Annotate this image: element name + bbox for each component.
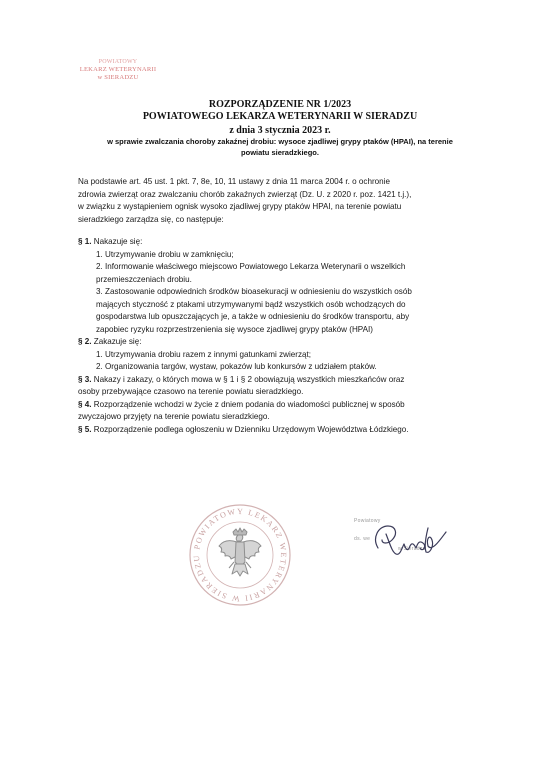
- intro-paragraph: [78, 176, 478, 226]
- title-line2: POWIATOWEGO LEKARZA WETERYNARII W SIERADZU: [142, 111, 418, 123]
- section-1-heading: [78, 236, 478, 249]
- section-1-item-1: [78, 249, 478, 262]
- seal-ring-textpath: POWIATOWY LEKARZ WETERYNARII W SIERADZU: [191, 506, 289, 604]
- section-4-line2: zwyczajowo przyjęty na terenie powiatu sieradzkiego.: [78, 412, 270, 421]
- title-line3: z dnia 3 stycznia 2023 r.: [229, 124, 331, 136]
- section-3-line2: osoby przebywające czasowo na terenie powiatu sieradzkiego.: [78, 387, 304, 396]
- subject-line1: w sprawie zwalczania choroby zakaźnej drobiu: wysoce zjadliwej grypy ptaków (HPAI), na terenie: [107, 137, 453, 146]
- section-2-item-2: [78, 361, 478, 374]
- intro-line: sieradzkiego zarządza się, co następuje:: [78, 214, 224, 224]
- signature-label-mid: ds. we: [354, 536, 371, 542]
- section-4-mark: § 4.: [78, 399, 92, 409]
- section-5-text: Rozporządzenie podlega ogłoszeniu w Dzienniku Urzędowym Województwa Łódzkiego.: [91, 424, 409, 434]
- signature-label-bottom: w Sieradzu: [398, 546, 426, 552]
- title-line1: ROZPORZĄDZENIE NR 1/2023: [208, 99, 352, 110]
- item-line: przemieszczeniach drobiu.: [96, 274, 192, 284]
- subject-line2: powiatu sieradzkiego.: [241, 147, 319, 157]
- header-stamp: [58, 58, 178, 83]
- item-line: 2. Informowanie właściwego miejscowo Powiatowego Lekarza Weterynarii o wszelkich: [96, 262, 406, 271]
- signature-block: [352, 512, 462, 562]
- section-3-text: Nakazy i zakazy, o których mowa w § 1 i § 2 obowiązują wszystkich mieszkańców oraz: [91, 374, 405, 384]
- section-3-mark: § 3.: [78, 374, 92, 384]
- section-3: [78, 374, 478, 399]
- section-4: [78, 399, 478, 424]
- section-4-text: Rozporządzenie wchodzi w życie z dniem podania do wiadomości publicznej w sposób: [91, 399, 405, 409]
- official-seal: [187, 502, 293, 608]
- section-1: [78, 236, 478, 336]
- section-4-line1: [78, 399, 478, 412]
- header-stamp-line3: w SIERADZU: [97, 74, 139, 82]
- item-line: 3. Zastosowanie odpowiednich środków bioasekuracji w odniesieniu do wszystkich osób: [96, 287, 412, 296]
- header-stamp-line1: POWIATOWY: [98, 59, 138, 65]
- section-2: [78, 336, 478, 374]
- section-2-item-1: [78, 349, 478, 362]
- section-2-heading: [78, 336, 478, 349]
- section-1-item-3: [78, 286, 478, 336]
- document-subject: [80, 137, 480, 158]
- section-1-heading-text: Nakazuje się:: [91, 237, 143, 246]
- item-line: gospodarstwa lub opuszczających je, a także w odniesieniu do środków transportu, aby: [96, 312, 410, 321]
- intro-line: w związku z wystąpieniem ognisk wysoko zjadliwej grypy ptaków HPAI, na terenie powiatu: [78, 202, 402, 211]
- section-1-item-2: [78, 261, 478, 286]
- section-5: [78, 424, 478, 437]
- polish-eagle-emblem-icon: [219, 528, 261, 576]
- section-2-mark: § 2.: [78, 337, 92, 346]
- section-3-line1: [78, 374, 478, 387]
- intro-line: Na podstawie art. 45 ust. 1 pkt. 7, 8e, 10, 11 ustawy z dnia 11 marca 2004 r. o ochronie: [78, 177, 390, 186]
- section-1-mark: § 1.: [78, 237, 92, 246]
- header-stamp-line2: LEKARZ WETERYNARII: [79, 66, 157, 74]
- item-line: 2. Organizowania targów, wystaw, pokazów lub konkursów z udziałem ptaków.: [96, 362, 377, 371]
- item-line: 1. Utrzymywania drobiu razem z innymi gatunkami zwierząt;: [96, 349, 312, 359]
- section-5-mark: § 5.: [78, 424, 92, 434]
- intro-line: zdrowia zwierząt oraz zwalczaniu chorób zakaźnych zwierząt (Dz. U. z 2020 r. poz. 1421 t.j.),: [78, 189, 412, 199]
- section-2-heading-text: Zakazuje się:: [91, 337, 142, 346]
- section-5-line1: [78, 424, 478, 437]
- item-line: mających styczność z ptakami utrzymywanymi bądź wszystkich osób wchodzących do: [96, 299, 406, 309]
- handwritten-signature-icon: [352, 512, 462, 562]
- document-body: [78, 176, 478, 436]
- document-title: [70, 99, 490, 137]
- item-line: 1. Utrzymywanie drobiu w zamknięciu;: [96, 249, 234, 259]
- item-line: zapobiec ryzyku rozprzestrzenienia się wysoce zjadliwej grypy ptaków (HPAI): [96, 324, 373, 334]
- signature-label-top: Powiatowy: [354, 518, 381, 524]
